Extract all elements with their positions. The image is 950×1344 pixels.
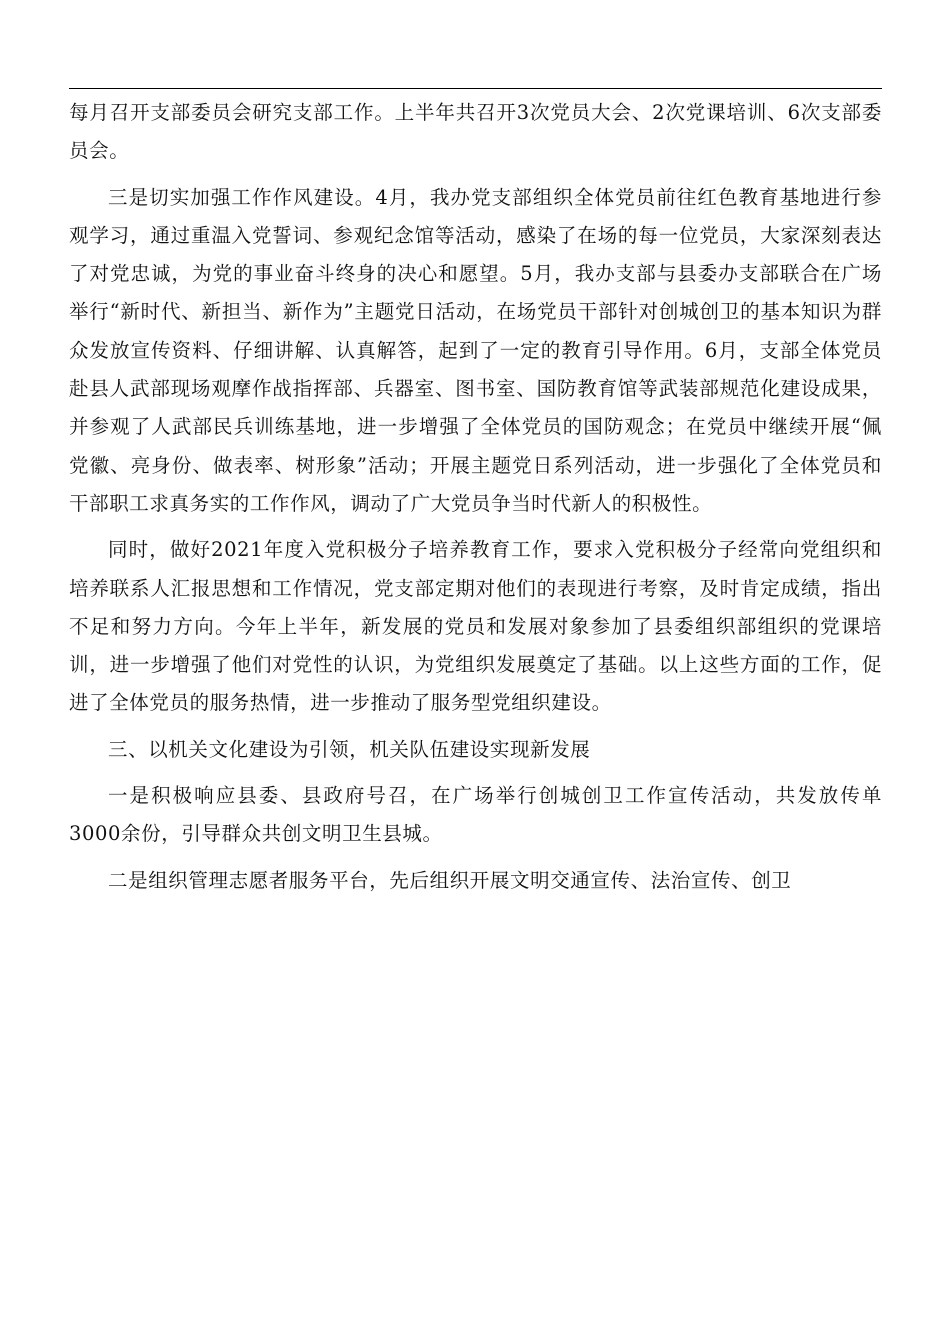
section-heading: 三、以机关文化建设为引领，机关队伍建设实现新发展: [108, 737, 591, 761]
paragraph-work-style: 三是切实加强工作作风建设。4月，我办党支部组织全体党员前往红色教育基地进行参观学习，通过重温入党誓词、参观纪念馆等活动，感染了在场的每一位党员，大家深刻表达了对党忠诚，为党的事业奋斗终身的决心和愿望。5月，我办支部与县委办支部联合在广场举行“新时代、新担当、新作为”主题党日活动，在场党员干部针对创城创卫的基本知识为群众发放宣传资料、仔细讲解、认真解答，起到了一定的教育引导作用。6月，支部全体党员赴县人武部现场观摩作战指挥部、兵器室、图书室、国防教育馆等武装部规范化建设成果，并参观了人武部民兵训练基地，进一步增强了全体党员的国防观念；在党员中继续开展“佩党徽、亮身份、做表率、树形象”活动；开展主题党日系列活动，进一步强化了全体党员和干部职工求真务实的工作作风，调动了广大党员争当时代新人的积极性。: [69, 185, 882, 515]
paragraph-activist-training: 同时，做好2021年度入党积极分子培养教育工作，要求入党积极分子经常向党组织和培养联系人汇报思想和工作情况，党支部定期对他们的表现进行考察，及时肯定成绩，指出不足和努力方向。今年上半年，新发展的党员和发展对象参加了县委组织部组织的党课培训，进一步增强了他们对党性的认识，为党组织发展奠定了基础。以上这些方面的工作，促进了全体党员的服务热情，进一步推动了服务型党组织建设。: [69, 538, 882, 715]
paragraph-campaign: 一是积极响应县委、县政府号召，在广场举行创城创卫工作宣传活动，共发放传单3000余份，引导群众共创文明卫生县城。: [69, 784, 882, 846]
header-rule: [69, 88, 882, 89]
paragraph-continuation: 每月召开支部委员会研究支部工作。上半年共召开3次党员大会、2次党课培训、6次支部委员会。: [69, 101, 882, 163]
document-body: [69, 94, 882, 908]
paragraph-volunteer-platform: 二是组织管理志愿者服务平台，先后组织开展文明交通宣传、法治宣传、创卫: [108, 868, 792, 892]
